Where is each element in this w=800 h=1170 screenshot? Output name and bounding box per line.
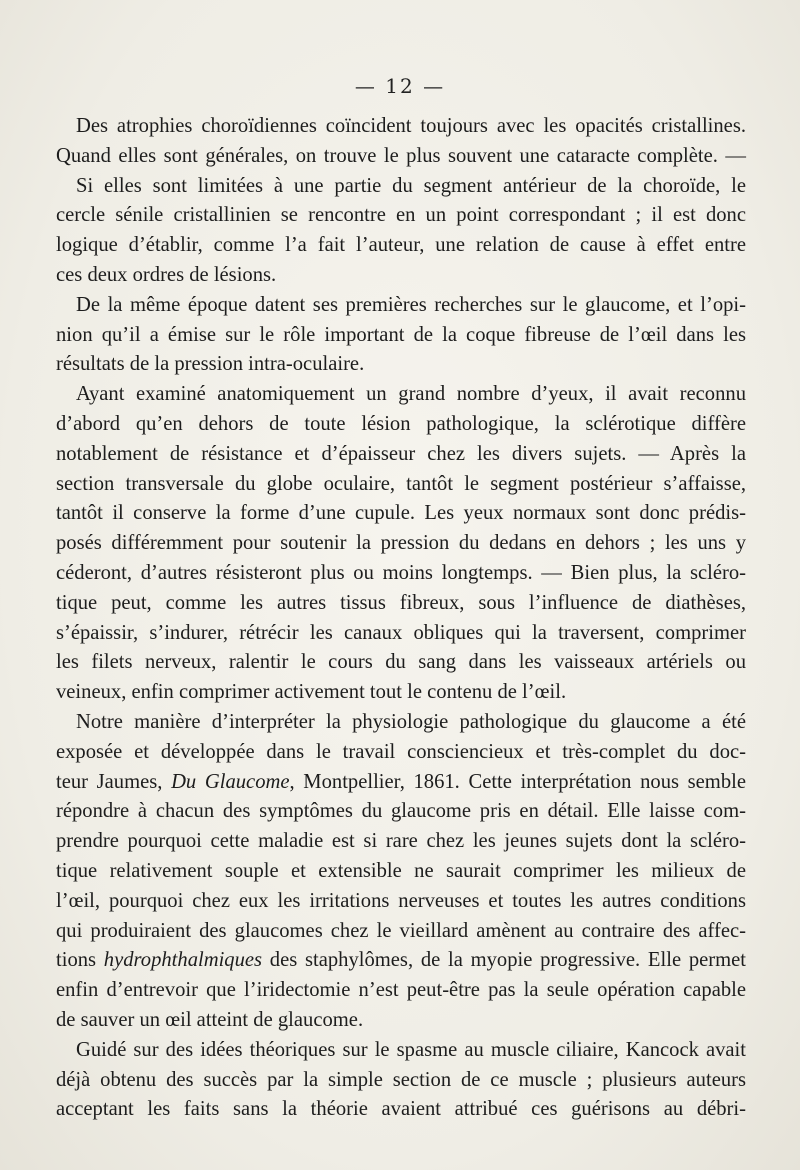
text-line: tantôt il conserve la forme d’une cupule. Les yeux normaux sont donc prédis- [56,502,746,525]
text-line: exposée et développée dans le travail consciencieux et très-complet du doc- [56,740,746,763]
paragraph [56,291,746,380]
text-line: enfin d’entrevoir que l’iridectomie n’est peut-être pas la seule opération capable [56,979,746,1002]
text-line: veineux, enfin comprimer activement tout le contenu de l’œil. [56,681,567,704]
text-line: ces deux ordres de lésions. [56,263,277,286]
paragraph [56,1036,746,1125]
text-line: qui produiraient des glaucomes chez le vieillard amènent au contraire des affec- [56,919,746,942]
text-line: tique relativement souple et extensible ne saurait comprimer les milieux de [56,859,746,882]
text-line: tions hydrophthalmiques des staphylômes, de la myopie progressive. Elle permet [56,949,746,972]
text-line: Notre manière d’interpréter la physiologie pathologique du glaucome a été [76,710,746,733]
text-line: acceptant les faits sans la théorie avaient attribué ces guérisons au débri- [56,1098,746,1121]
text-line: prendre pourquoi cette maladie est si rare chez les jeunes sujets dont la scléro- [56,830,746,853]
text-line: céderont, d’autres résisteront plus ou moins longtemps. — Bien plus, la scléro- [56,561,746,584]
text-line: posés différemment pour soutenir la pression du dedans en dehors ; les uns y [56,532,746,555]
paragraph [56,112,746,291]
text-line: Si elles sont limitées à une partie du segment antérieur de la choroïde, le [76,174,746,197]
text-line: de sauver un œil atteint de glaucome. [56,1008,364,1031]
text-line: notablement de résistance et d’épaisseur chez les divers sujets. — Après la [56,442,746,465]
text-line: Guidé sur des idées théoriques sur le spasme au muscle ciliaire, Kancock avait [76,1038,746,1061]
text-line: s’épaissir, s’indurer, rétrécir les canaux obliques qui la traversent, comprimer [56,621,746,644]
page-number: — 12 — [354,74,446,98]
paragraph [56,708,746,1036]
text-line: les filets nerveux, ralentir le cours du sang dans les vaisseaux artériels ou [56,651,746,674]
text-line: déjà obtenu des succès par la simple section de ce muscle ; plusieurs auteurs [56,1068,746,1091]
text-line: l’œil, pourquoi chez eux les irritations nerveuses et toutes les autres conditions [56,889,746,912]
text-line: résultats de la pression intra-oculaire. [56,353,365,376]
text-line: logique d’établir, comme l’a fait l’auteur, une relation de cause à effet entre [56,234,746,257]
paragraph [56,380,746,708]
body-text [56,112,746,1125]
text-line: Des atrophies choroïdiennes coïncident toujours avec les opacités cristallines. [76,115,746,137]
text-line: De la même époque datent ses premières recherches sur le glaucome, et l’opi- [76,293,746,316]
text-line: d’abord qu’en dehors de toute lésion pathologique, la sclérotique diffère [56,412,746,435]
text-line: Quand elles sont générales, on trouve le plus souvent une cataracte complète. — [56,144,746,167]
text-line: nion qu’il a émise sur le rôle important de la coque fibreuse de l’œil dans les [56,323,746,346]
text-line: teur Jaumes, Du Glaucome, Montpellier, 1861. Cette interprétation nous semble [56,770,746,793]
text-line: répondre à chacun des symptômes du glaucome pris en détail. Elle laisse com- [56,800,746,823]
text-line: cercle sénile cristallinien se rencontre en un point correspondant ; il est donc [56,204,746,227]
text-line: tique peut, comme les autres tissus fibreux, sous l’influence de diathèses, [56,591,746,614]
text-line: Ayant examiné anatomiquement un grand nombre d’yeux, il avait reconnu [76,383,746,406]
text-line: section transversale du globe oculaire, tantôt le segment postérieur s’affaisse, [56,472,746,495]
